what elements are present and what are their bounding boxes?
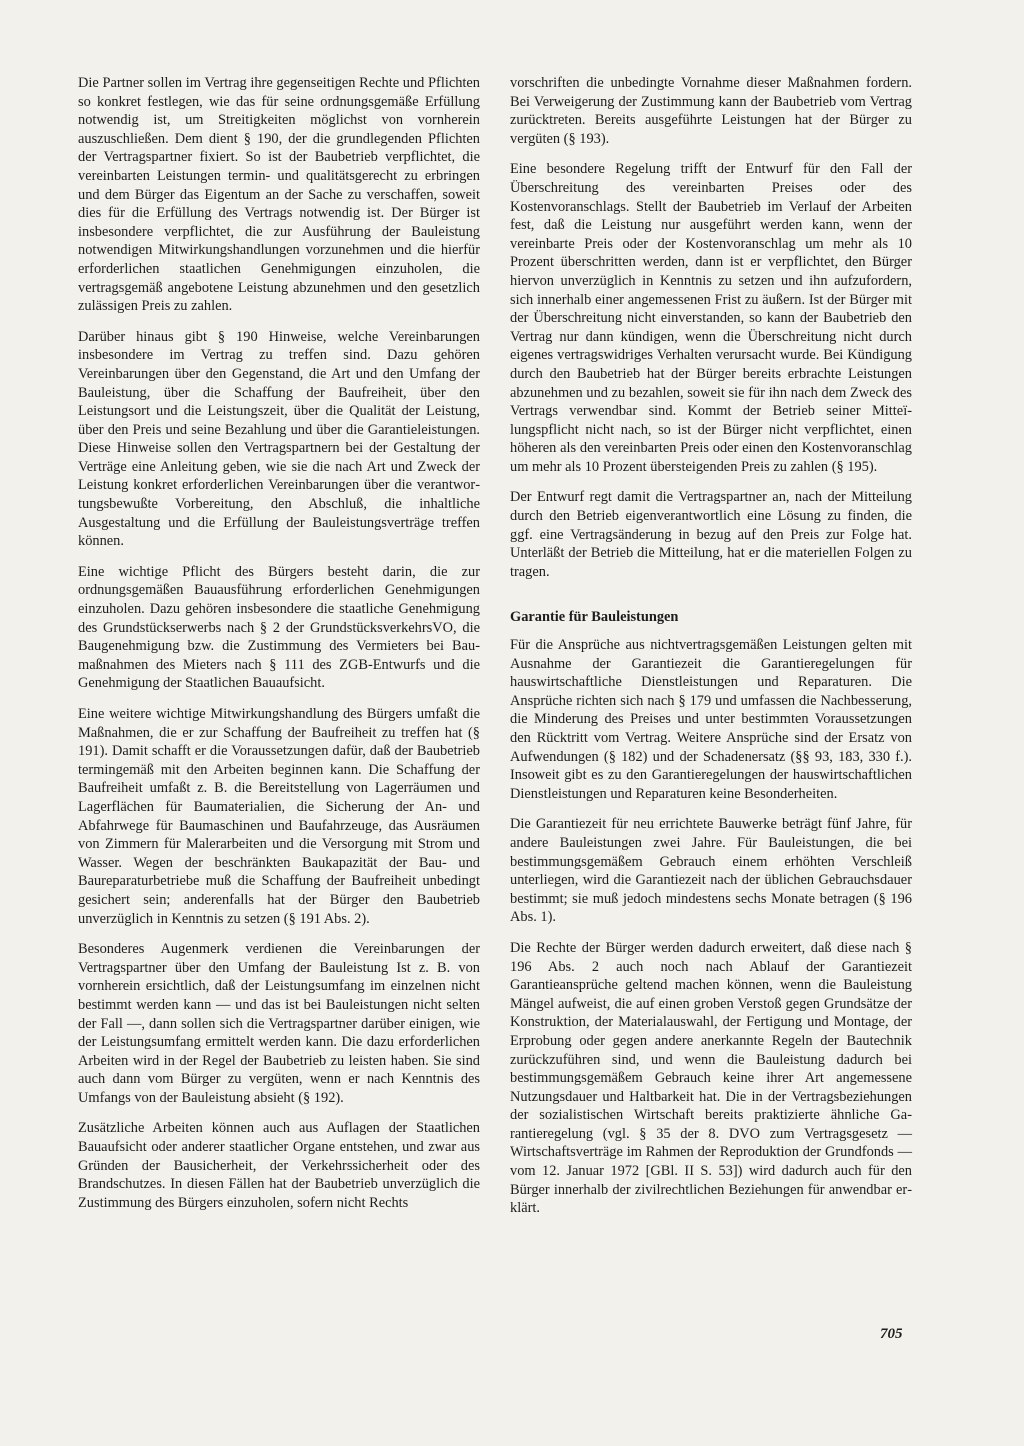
- page-number: 705: [880, 1326, 903, 1342]
- body-paragraph: Der Entwurf regt damit die Vertragspartner an, nach der Mitteilung durch den Betrieb eigenverantwortlich eine Lösung zu finden, die ggf. eine Vertragsänderung in bezug auf den Preis zur Folge hat. Unterläßt der Betrieb die Mitteilung, hat er die materiellen Folgen zu tragen.: [510, 489, 912, 580]
- body-paragraph: vorschriften die unbedingte Vornahme dieser Maßnahmen fordern. Bei Verweigerung der Zustimmung kann der Baubetrieb vom Vertrag zurücktreten. Bereits ausgeführte Leistungen hat der Bürger zu vergüten (§ 193).: [510, 75, 912, 147]
- body-paragraph: Für die Ansprüche aus nichtvertragsgemäßen Leistungen gelten mit Ausnahme der Garantiezeit die Garantieregelungen für hauswirtschaftliche Dienstleistungen und Reparaturen. Die Ansprüche richten sich nach § 179 und umfassen die Nachbesserung, die Minderung des Preises und unter bestimmten Voraussetzungen den Rücktritt vom Vertrag. Weitere Ansprüche sind der Ersatz von Aufwendungen (§ 182) und der Schadenersatz (§§ 93, 183, 330 f.). Insoweit gibt es zu den Garantieregelungen der hauswirtschaftlichen Dienstleistungen und Reparaturen keine Besonderheiten.: [510, 637, 912, 802]
- body-paragraph: Die Rechte der Bürger werden dadurch erweitert, daß diese nach § 196 Abs. 2 auch noch nach Ablauf der Garantiezeit Garantieansprüche geltend machen können, wenn die Bauleistung Mängel aufweist, die auf einen groben Verstoß gegen Grundsätze der Konstruktion, der Materialauswahl, der Fertigung und Montage, der Erprobung oder gegen andere anerkannte Regeln der Bautechnik zurückzuführen sind, und wenn die Bauleistung dadurch bei bestimmungsgemäßem Gebrauch keine ihrer Art angemessene Nutzungsdauer und Haltbarkeit hat. Die in der Vertragsbeziehungen der sozialistischen Wirtschaft bereits praktizierte ähnliche Garantieregelung (vgl. § 35 der 8. DVO zum Vertragsgesetz — Wirtschaftsverträge im Rahmen der Reproduktion der Grundfonds — vom 12. Januar 1972 [GBl. II S. 53]) wird dadurch auch für den Bürger innerhalb der zivilrechtlichen Beziehungen für anwendbar erklärt.: [510, 939, 912, 1217]
- body-paragraph: Die Garantiezeit für neu errichtete Bauwerke beträgt fünf Jahre, für andere Bauleistungen zwei Jahre. Für Bauleistungen, die bei bestimmungsgemäßem Gebrauch einem erhöhten Verschleiß unterliegen, wird die Garantiezeit nach der üblichen Gebrauchsdauer bestimmt; sie muß jedoch mindestens sechs Monate betragen (§ 196 Abs. 1).: [510, 816, 912, 926]
- right-column: [510, 74, 912, 1230]
- section-heading: Garantie für Bauleistungen: [510, 609, 679, 626]
- body-paragraph: Eine wichtige Pflicht des Bürgers besteht darin, die zur ordnungsgemäßen Bauausführung erforderlichen Genehmigungen einzuholen. Dazu gehören insbesondere die staatliche Genehmigung des Grundstückserwerbs nach § 2 der GrundstücksverkehrsVO, die Baugenehmigung bzw. die Zustimmung des Vermieters bei Baumaßnahmen des Mieters nach § 111 des ZGB-Entwurfs und die Genehmigung der Staatlichen Bauaufsicht.: [78, 563, 480, 692]
- body-paragraph: Zusätzliche Arbeiten können auch aus Auflagen der Staatlichen Bauaufsicht oder anderer staatlicher Organe entstehen, und zwar aus Gründen der Bausicherheit, der Verkehrssicherheit oder des Brandschutzes. In diesen Fällen hat der Baubetrieb unverzüglich die Zustimmung des Bürgers einzuholen, sofern nicht Rechts: [78, 1120, 480, 1211]
- body-paragraph: Eine weitere wichtige Mitwirkungshandlung des Bürgers umfaßt die Maßnahmen, die er zur Schaffung der Baufreiheit zu treffen hat (§ 191). Damit schafft er die Voraussetzungen dafür, daß der Baubetrieb termingemäß mit den Arbeiten beginnen kann. Die Schaffung der Baufreiheit umfaßt z. B. die Bereitstellung von Lagerräumen und Lagerflächen für Baumaterialien, die Sicherung der An- und Abfahrwege für Baumaschinen und Baufahrzeuge, das Ausräumen von Zimmern für Malerarbeiten und die Versorgung mit Strom und Wasser. Wegen der beschränkten Baukapazität der Bau- und Baureparaturbetriebe muß die Schaffung der Baufreiheit unbedingt gesichert sein; anderenfalls hat der Bürger den Baubetrieb unverzüglich in Kenntnis zu setzen (§ 191 Abs. 2).: [78, 706, 480, 927]
- body-paragraph: Darüber hinaus gibt § 190 Hinweise, welche Vereinbarungen insbesondere im Vertrag zu treffen sind. Dazu gehören Vereinbarungen über den Gegenstand, die Art und den Umfang der Bauleistung, über die Schaffung der Baufreiheit, über den Leistungsort und die Leistungszeit, über die Qualität der Leistung, über den Preis und seine Bezahlung und über die Garantieleistungen. Diese Hinweise sollen den Vertragspartnern bei der Gestaltung der Verträge eine Anleitung geben, wie sie die nach Art und Zweck der Leistung konkret erforderlichen Vereinbarungen über die verantwortungsbewußte Vorbereitung, den Abschluß, die inhaltliche Ausgestaltung und die Erfüllung der Bauleistungsverträge treffen können.: [78, 328, 480, 550]
- body-paragraph: Eine besondere Regelung trifft der Entwurf für den Fall der Überschreitung des vereinbarten Preises oder des Kostenvoranschlags. Stellt der Baubetrieb im Verlauf der Arbeiten fest, daß die Leistung nur ausgeführt werden kann, wenn der vereinbarte Preis oder der Kostenvoranschlag um mehr als 10 Prozent überschritten werden, dann ist er verpflichtet, den Bürger hiervon unverzüglich in Kenntnis zu setzen und ihn aufzufordern, sich innerhalb einer angemessenen Frist zu äußern. Ist der Bürger mit der Überschreitung nicht einverstanden, so kann der Baubetrieb den Vertrag nur dann kündigen, wenn die Überschreitung nicht durch eigenes vertragswidriges Verhalten verursacht wurde. Bei Kündigung durch den Baubetrieb hat der Bürger bereits erbrachte Leistungen abzunehmen und zu bezahlen, soweit sie für ihn nach dem Zweck des Vertrags verwendbar sind. Kommt der Betrieb seiner Mitteïlungspflicht nicht nach, so ist der Bürger nicht verpflichtet, einen höheren als den vereinbarten Preis oder einen den Kostenvoranschlag um mehr als 10 Prozent übersteigenden Preis zu zahlen (§ 195).: [510, 161, 912, 475]
- body-paragraph: Die Partner sollen im Vertrag ihre gegenseitigen Rechte und Pflichten so konkret festlegen, wie das für seine ordnungsgemäße Erfüllung notwendig ist, um Streitigkeiten möglichst von vornherein auszuschließen. Dem dient § 190, der die grundlegenden Pflichten der Vertragspartner fixiert. So ist der Baubetrieb verpflichtet, die vereinbarten Leistungen termin- und qualitätsgerecht zu erbringen und dem Bürger das Eigentum an der Sache zu verschaffen, soweit dies für die Erfüllung des Vertrags notwendig ist. Der Bürger ist insbesondere verpflichtet, die zur Ausführung der Bauleistung notwendigen Mitwirkungshandlungen vorzunehmen und die hierfür erforderlichen staatlichen Genehmigungen einzuholen, die vertragsgemäß angebotene Leistung abzunehmen und den gesetzlich zulässigen Preis zu zahlen.: [78, 75, 480, 315]
- body-paragraph: Besonderes Augenmerk verdienen die Vereinbarungen der Vertragspartner über den Umfang der Bauleistung Ist z. B. von vornherein ersichtlich, daß der Leistungsumfang im einzelnen nicht bestimmt werden kann — und das ist bei Bauleistungen nicht selten der Fall —, dann sollen sich die Vertragspartner darüber einigen, wie der Leistungsumfang ermittelt werden kann. Die dazu erforderlichen Arbeiten wird in der Regel der Baubetrieb zu leisten haben. Sie sind auch dann vom Bürger zu vergüten, wenn er nach Kenntnis des Umfangs von der Bauleistung absieht (§ 192).: [78, 941, 480, 1106]
- left-column: [78, 74, 480, 1224]
